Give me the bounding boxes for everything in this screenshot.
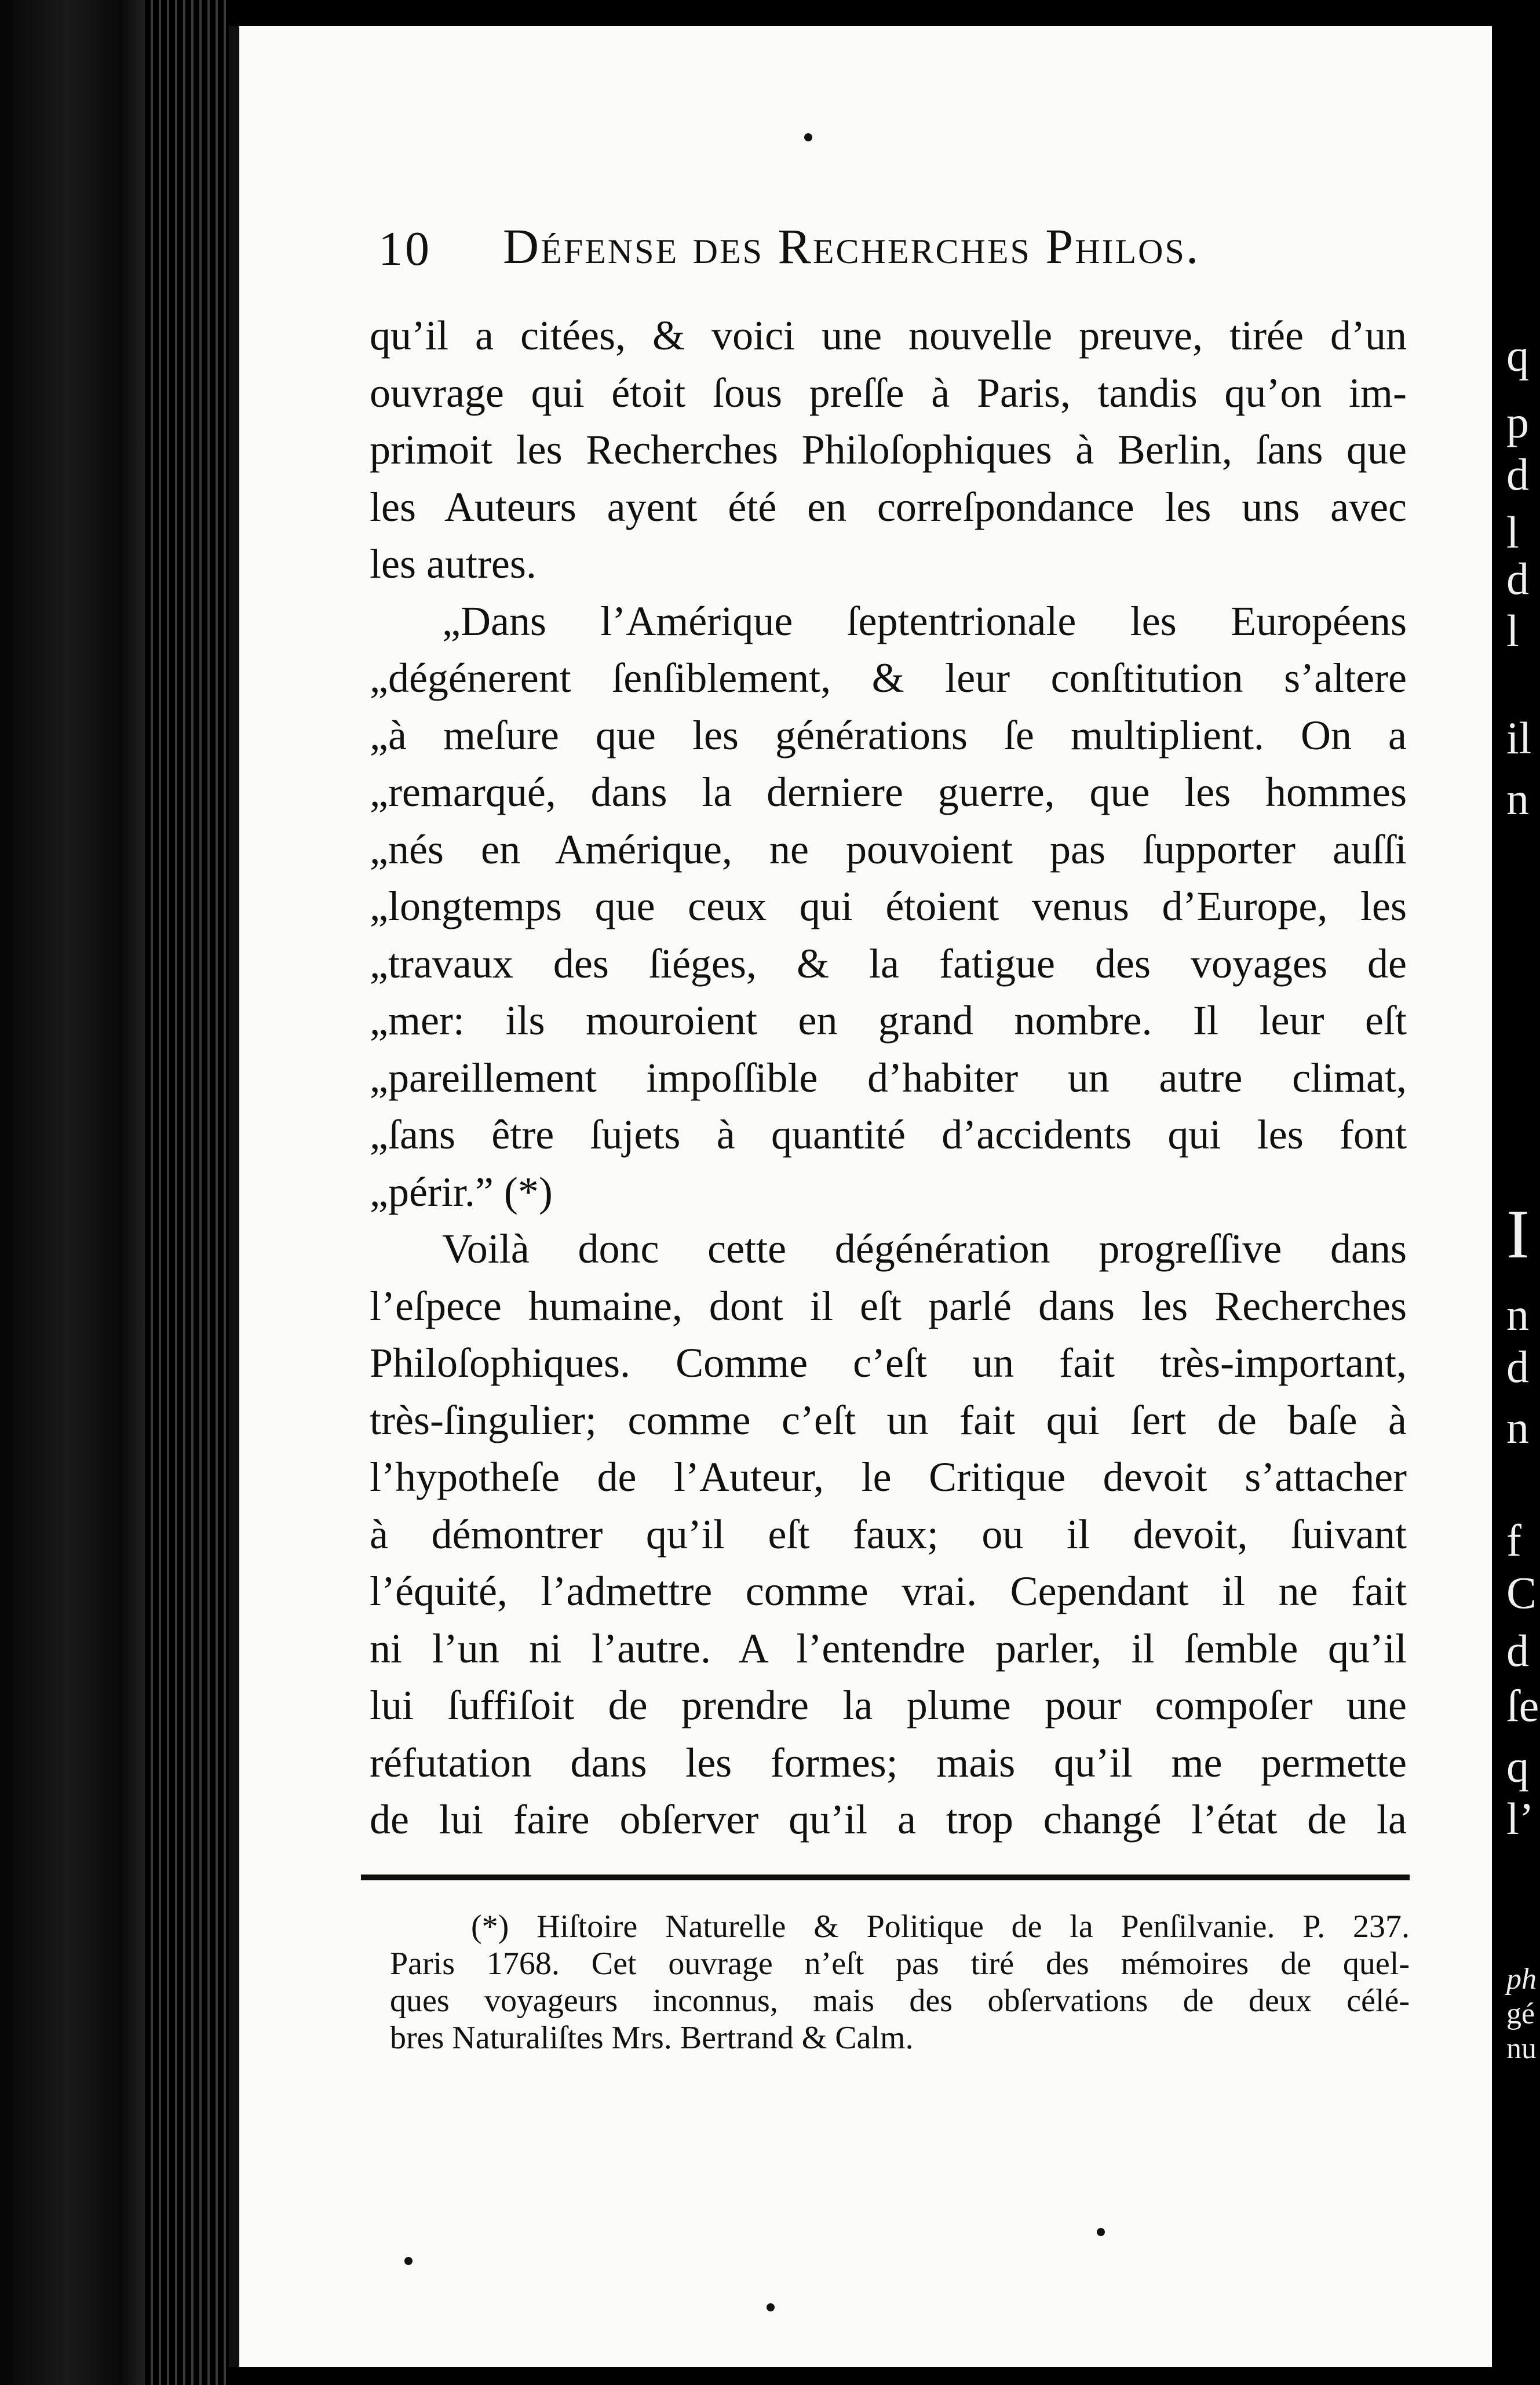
facing-page-fragment: q [1506,1741,1529,1792]
quote-line: „dégénerent ſenſiblement, & leur conſtitution s’altere [370,655,1407,701]
text-line: primoit les Recherches Philoſophiques à Berlin, ſans que [370,426,1407,473]
quote-line: „périr.” (*) [370,1168,553,1215]
quote-line: „nés en Amérique, ne pouvoient pas ſupporter auſſi [370,826,1407,873]
quote-line: „à meſure que les générations ſe multiplient. On a [370,712,1407,758]
facing-page-fragment: n [1506,1402,1529,1453]
facing-page-fragment: d [1506,553,1529,604]
facing-page-fragment: ſe [1506,1680,1539,1731]
quote-line: „ſans être ſujets à quantité d’accidents qui les font [370,1111,1407,1158]
facing-page-fragment: nu [1506,2032,1537,2065]
text-line: Voilà donc cette dégénération progreſſive dans [442,1226,1407,1272]
print-speck [767,2303,775,2311]
book-page [229,26,1492,2367]
facing-page-fragment: ph [1506,1963,1537,1996]
facing-page-fragment: l [1506,507,1519,557]
page-number: 10 [378,222,432,276]
page-header [378,200,1444,276]
footnote-line: Paris 1768. Cet ouvrage n’eſt pas tiré des mémoires de quel- [390,1946,1410,1982]
text-line: à démontrer qu’il eſt faux; ou il devoit, ſuivant [370,1511,1407,1558]
facing-page-fragment: l’ [1506,1793,1534,1844]
text-line: les autres. [370,541,537,587]
facing-page-fragment: l [1506,606,1519,656]
text-line: ouvrage qui étoit ſous preſſe à Paris, tandis qu’on im- [370,369,1407,416]
facing-page-fragment: d [1506,1625,1529,1676]
facing-page-fragment: C [1506,1567,1537,1618]
text-line: qu’il a citées, & voici une nouvelle preuve, tirée d’un [370,312,1407,359]
quote-line: „travaux des ſiéges, & la fatigue des voyages de [370,940,1407,987]
print-speck [404,2257,413,2265]
facing-page-fragment: d [1506,1341,1529,1392]
footnote [390,1908,1410,2056]
text-line: très-ſingulier; comme c’eſt un fait qui ſert de baſe à [370,1396,1407,1443]
facing-page-fragment: il [1506,713,1532,763]
text-line: de lui faire obſerver qu’il a trop changé l’état de la [370,1796,1407,1843]
text-line: les Auteurs ayent été en correſpondance les uns avec [370,483,1407,530]
quote-line: „longtemps que ceux qui étoient venus d’Europe, les [370,883,1407,929]
facing-page-edge [1504,0,1540,2385]
text-line: lui ſuffiſoit de prendre la plume pour compoſer une [370,1682,1407,1728]
print-speck [1097,2228,1105,2236]
facing-page-fragment: f [1506,1515,1521,1566]
facing-page-fragment: gé [1506,1997,1535,2030]
book-gutter-edge [145,0,226,2385]
text-line: l’équité, l’admettre comme vrai. Cependant il ne fait [370,1568,1407,1614]
text-line: réfutation dans les formes; mais qu’il me permette [370,1739,1407,1786]
text-line: ni l’un ni l’autre. A l’entendre parler, il ſemble qu’il [370,1625,1407,1672]
facing-page-fragment: n [1506,774,1529,824]
text-line: l’eſpece humaine, dont il eſt parlé dans les Recherches [370,1282,1407,1329]
quote-line: „remarqué, dans la derniere guerre, que les hommes [370,769,1407,815]
body-text [370,307,1407,1848]
footnote-line: bres Naturaliſtes Mrs. Bertrand & Calm. [390,2020,914,2056]
quote-line: „mer: ils mouroient en grand nombre. Il leur eſt [370,997,1407,1044]
running-title: Défense des Recherches Philos. [503,218,1200,274]
facing-page-fragment: q [1506,330,1529,381]
quote-line: „pareillement impoſſible d’habiter un autre climat, [370,1054,1407,1101]
text-line: Philoſophiques. Comme c’eſt un fait très-important, [370,1340,1407,1386]
facing-page-fragment: n [1506,1289,1529,1340]
text-line: l’hypotheſe de l’Auteur, le Critique devoit s’attacher [370,1454,1407,1500]
facing-page-fragment: p [1506,397,1529,447]
facing-page-fragment: I [1506,1195,1530,1272]
footnote-line: ques voyageurs inconnus, mais des obſervations de deux célé- [390,1983,1410,2019]
print-speck [804,133,812,141]
facing-page-fragment: d [1506,449,1529,499]
footnote-rule [361,1875,1410,1880]
footnote-line: (*) Hiſtoire Naturelle & Politique de la Penſilvanie. P. 237. [471,1909,1410,1945]
quote-line: „Dans l’Amérique ſeptentrionale les Européens [442,597,1407,644]
